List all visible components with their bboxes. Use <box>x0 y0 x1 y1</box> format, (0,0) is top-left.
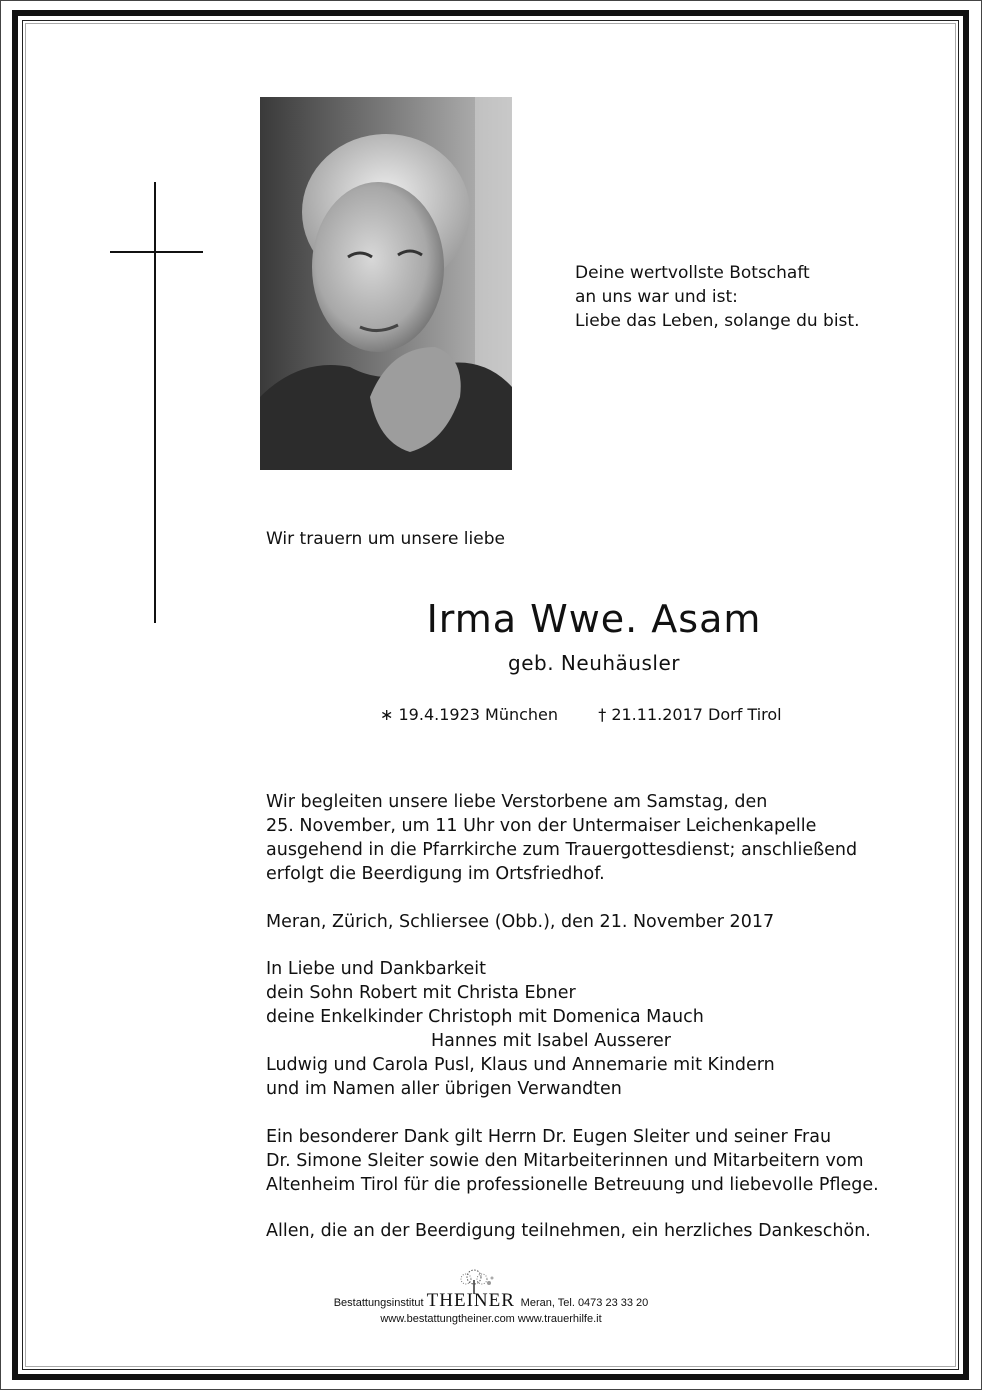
mourner-line: und im Namen aller übrigen Verwandten <box>266 1079 622 1099</box>
brand-name: THEINER <box>426 1290 515 1311</box>
birth-star-icon: ∗ <box>380 705 394 724</box>
mourner-line: Ludwig und Carola Pusl, Klaus und Annemarie mit Kindern <box>266 1055 775 1075</box>
tree-logo-icon <box>452 1268 496 1294</box>
text-line: erfolgt die Beerdigung im Ortsfriedhof. <box>266 864 605 884</box>
death-cross-icon: † <box>598 705 607 724</box>
place-and-date: Meran, Zürich, Schliersee (Obb.), den 21. November 2017 <box>266 912 775 932</box>
text-line: Ein besonderer Dank gilt Herrn Dr. Eugen Sleiter und seiner Frau <box>266 1127 832 1147</box>
mourner-line: deine Enkelkinder Christoph mit Domenica Mauch <box>266 1007 704 1027</box>
mourning-intro: Wir trauern um unsere liebe <box>266 529 505 549</box>
funeral-announcement <box>266 790 857 886</box>
cross-horizontal-bar <box>110 251 203 253</box>
text-line: ausgehend in die Pfarrkirche zum Trauergottesdienst; anschließend <box>266 840 858 860</box>
text-line: 25. November, um 11 Uhr von der Untermaiser Leichenkapelle <box>266 816 817 836</box>
funeral-home-footer <box>0 1290 982 1325</box>
text-line: Dr. Simone Sleiter sowie den Mitarbeiterinnen und Mitarbeitern vom <box>266 1151 864 1171</box>
funeral-home-logo <box>427 1290 521 1311</box>
portrait-photo <box>260 97 512 470</box>
cross-vertical-bar <box>154 182 156 623</box>
text-line: Altenheim Tirol für die professionelle Betreuung und liebevolle Pflege. <box>266 1175 879 1195</box>
footer-websites: www.bestattungtheiner.com www.trauerhilfe.it <box>380 1313 602 1325</box>
life-dates <box>380 705 782 724</box>
death-date: 21.11.2017 Dorf Tirol <box>611 705 782 724</box>
maiden-name: geb. Neuhäusler <box>508 651 680 675</box>
quote-line: an uns war und ist: <box>575 287 738 307</box>
thanks-paragraph <box>266 1125 879 1197</box>
birth-date: 19.4.1923 München <box>398 705 559 724</box>
portrait-illustration <box>260 97 512 470</box>
deceased-name: Irma Wwe. Asam <box>426 597 762 641</box>
mourners-list <box>266 957 775 1101</box>
memorial-quote <box>575 261 859 333</box>
footer-contact: Meran, Tel. 0473 23 33 20 <box>520 1297 649 1309</box>
mourner-line: Hannes mit Isabel Ausserer <box>431 1031 671 1051</box>
footer-label: Bestattungsinstitut <box>333 1297 424 1309</box>
mourner-line: In Liebe und Dankbarkeit <box>266 959 486 979</box>
closing-thanks: Allen, die an der Beerdigung teilnehmen, ein herzliches Dankeschön. <box>266 1221 871 1241</box>
quote-line: Deine wertvollste Botschaft <box>575 263 810 283</box>
quote-line: Liebe das Leben, solange du bist. <box>575 311 860 331</box>
mourner-line: dein Sohn Robert mit Christa Ebner <box>266 983 576 1003</box>
text-line: Wir begleiten unsere liebe Verstorbene am Samstag, den <box>266 792 768 812</box>
